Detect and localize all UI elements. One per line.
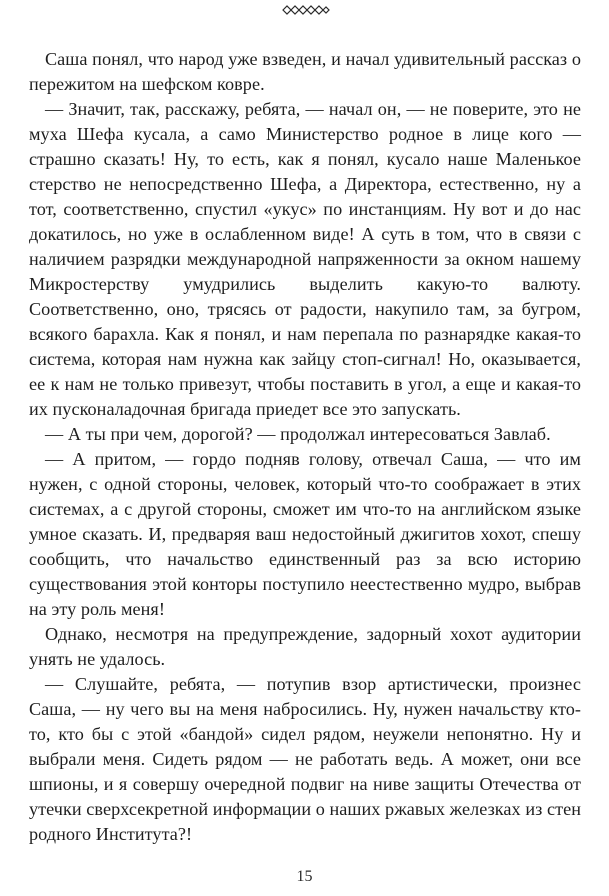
paragraph-1: Саша понял, что народ уже взведен, и начал удивительный рассказ о пережитом на шефском ковре. xyxy=(29,49,581,94)
paragraph-6: — Слушайте, ребята, — потупив взор артистически, произнес Саша, — ну чего вы на меня набросились. Ну, нужен начальству кто-то, кто бы с этой «бандой» сидел рядом, неужели непонятно. Ну и выбрали меня. Сидеть рядом — не работать ведь. А может, они все шпионы, и я совершу очередной подвиг на ниве защиты Отечества от утечки сверхсекретной информации о наших ржавых железках из стен родного Института?! xyxy=(29,674,581,844)
paragraph-4: — А притом, — гордо подняв голову, отвечал Саша, — что им нужен, с одной стороны, человек, который что-то соображает в этих системах, а с другой стороны, сможет им что-то на английском языке умное сказать. И, предваряя ваш недостойный джигитов хохот, спешу сообщить, что начальство единственный раз за всю историю существования этой конторы поступило неестественно мудро, выбрав на эту роль меня! xyxy=(29,449,581,619)
paragraph-2: — Значит, так, расскажу, ребята, — начал он, — не поверите, это не муха Шефа кусала, а само Министерство родное в лице кого — страшно сказать! Ну, то есть, как я понял, кусало наше Маленькое стерство не непосредственно Шефа, а Директора, естественно, ну а тот, соответственно, спустил «укус» по инстанциям. Ну вот и до нас докатилось, но уже в ослабленном виде! А суть в том, что в связи с наличием разрядки международной напряженности за окном нашему Микростерству умудрились выделить какую-то валюту. Соответственно, оно, трясясь от радости, накупило там, за бугром, всякого барахла. Как я понял, и нам перепала по разнарядке какая-то система, которая нам нужна как зайцу стоп-сигнал! Но, оказывается, ее к нам не только привезут, чтобы поставить в угол, а еще и какая-то их пусконаладочная бригада приедет все это запускать. xyxy=(29,99,581,419)
diamond-chain-ornament-icon xyxy=(279,3,331,17)
paragraph-5: Однако, несмотря на предупреждение, задорный хохот аудитории унять не удалось. xyxy=(29,624,581,669)
header-ornament xyxy=(0,3,609,17)
page-number: 15 xyxy=(296,868,313,885)
paragraph-3: — А ты при чем, дорогой? — продолжал интересоваться Завлаб. xyxy=(45,424,551,444)
body-text xyxy=(29,47,581,847)
